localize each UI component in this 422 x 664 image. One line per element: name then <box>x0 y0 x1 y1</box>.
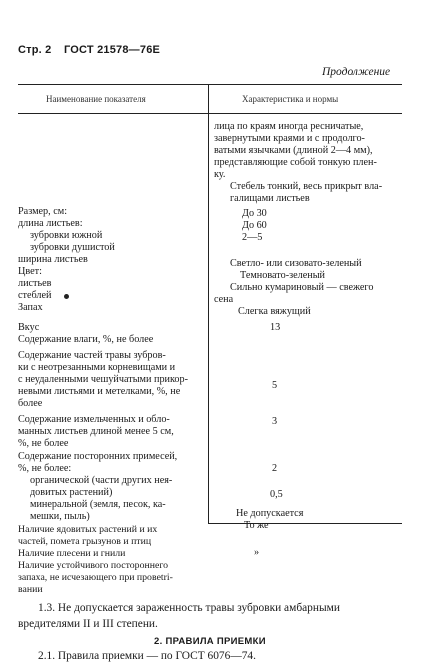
norm-text: Сильно кумариновый — свежего <box>230 282 374 293</box>
indicator-label: с неудаленными чешуйчатыми прикор- <box>18 374 189 385</box>
table-bottom-rule <box>208 523 402 524</box>
clause-2-1: 2.1. Правила приемки — по ГОСТ 6076—74. <box>38 650 256 662</box>
norm-value: 0,5 <box>270 489 283 500</box>
norm-text: Темновато-зеленый <box>240 270 325 281</box>
column-header-norms: Характеристика и нормы <box>242 94 339 104</box>
norm-text: сена <box>214 294 234 305</box>
norm-text: галищами листьев <box>230 193 310 204</box>
table-top-rule <box>18 84 402 85</box>
table-header-rule <box>18 113 402 114</box>
indicator-label: листьев <box>18 278 52 289</box>
indicator-label: Наличие ядовитых растений и их <box>18 524 158 535</box>
ink-dot-mark <box>64 294 69 299</box>
norm-text: Стебель тонкий, весь прикрыт вла- <box>230 181 383 192</box>
column-header-indicator: Наименование показателя <box>46 94 146 104</box>
indicator-label: Содержание измельченных и обло- <box>18 414 170 425</box>
norm-value: 2 <box>272 463 278 474</box>
indicator-label: Цвет: <box>18 266 42 277</box>
indicator-label: более <box>18 398 43 409</box>
norm-value: 5 <box>272 380 278 391</box>
norm-text: завернутыми краями и с продолго- <box>214 133 365 144</box>
norm-value: 2—5 <box>242 232 263 243</box>
norm-value: 3 <box>272 416 278 427</box>
indicator-label: стеблей <box>18 290 52 301</box>
indicator-label: довитых растений) <box>30 487 113 498</box>
indicator-label: Наличие плесени и гнили <box>18 548 126 559</box>
indicator-label: запаха, не исчезающего при провetri- <box>18 572 173 583</box>
indicator-label: Содержание влаги, %, не более <box>18 334 154 345</box>
continuation-label: Продолжение <box>322 66 391 78</box>
indicator-label: Содержание частей травы зубров- <box>18 350 166 361</box>
indicator-label: ширина листьев <box>18 254 88 265</box>
indicator-label: ки с неотрезанными корневищами и <box>18 362 176 373</box>
norm-text: Светло- или сизовато-зеленый <box>230 258 362 269</box>
norm-text: ку. <box>214 169 226 180</box>
indicator-label: %, не более <box>18 438 69 449</box>
indicator-label: Размер, см: <box>18 206 68 217</box>
norm-text: » <box>254 547 260 558</box>
indicator-label: Содержание посторонних примесей, <box>18 451 178 462</box>
indicator-label: Вкус <box>18 322 40 333</box>
table-column-divider <box>208 84 209 524</box>
norm-text: представляющие собой тонкую плен- <box>214 157 377 168</box>
indicator-label: зубровки южной <box>30 230 103 241</box>
norm-text: Слегка вяжущий <box>238 306 311 317</box>
indicator-label: мешки, пыль) <box>30 511 90 522</box>
norm-text: То же <box>244 520 269 531</box>
indicator-label: зубровки душистой <box>30 242 115 253</box>
norm-text: Не допускается <box>236 508 304 519</box>
norm-text: ватыми язычками (длиной 2—4 мм), <box>214 145 373 156</box>
norm-value: 13 <box>270 322 281 333</box>
indicator-label: Запах <box>18 302 43 313</box>
section-2-title: 2. ПРАВИЛА ПРИЕМКИ <box>154 636 266 647</box>
indicator-label: Наличие устойчивого постороннего <box>18 560 168 571</box>
indicator-label: органической (части других нея- <box>30 475 173 486</box>
clause-1-3-line1: 1.3. Не допускается зараженность травы зубровки амбарными <box>38 602 340 614</box>
page-number: Стр. 2 <box>18 44 52 56</box>
standard-code: ГОСТ 21578—76Е <box>64 44 161 56</box>
clause-1-3-line2: вредителями II и III степени. <box>18 618 158 630</box>
norm-value: До 30 <box>242 208 267 219</box>
indicator-label: длина листьев: <box>18 218 83 229</box>
norm-text: лица по краям иногда ресничатые, <box>214 121 364 132</box>
indicator-label: %, не более: <box>18 463 72 474</box>
norm-value: До 60 <box>242 220 267 231</box>
indicator-label: манных листьев длиной менее 5 см, <box>18 426 174 437</box>
indicator-label: частей, помета грызунов и птиц <box>18 536 152 547</box>
indicator-label: невыми листьями и метелками, %, не <box>18 386 181 397</box>
indicator-label: вании <box>18 584 43 595</box>
indicator-label: минеральной (земля, песок, ка- <box>30 499 166 510</box>
